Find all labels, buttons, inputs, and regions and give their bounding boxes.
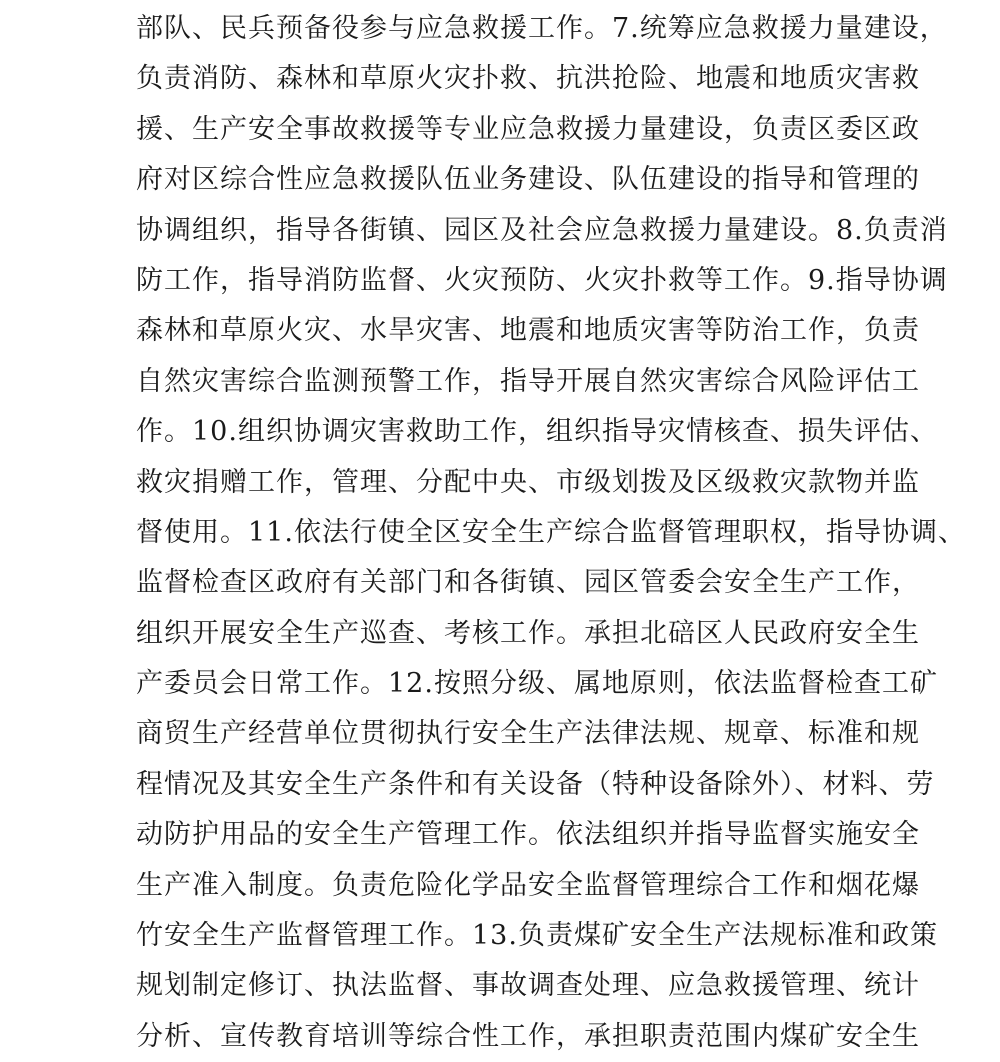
text-line: 森林和草原火灾、水旱灾害、地震和地质灾害等防治工作，负责 [136, 315, 920, 347]
text-line: 程情况及其安全生产条件和有关设备（特种设备除外）、材料、劳 [136, 768, 935, 800]
text-line: 分析、宣传教育培训等综合性工作，承担职责范围内煤矿安全生 [136, 1020, 920, 1052]
text-line: 组织开展安全生产巡查、考核工作。承担北碚区人民政府安全生 [136, 617, 920, 649]
text-line: 监督检查区政府有关部门和各街镇、园区管委会安全生产工作， [136, 567, 920, 599]
body-text [136, 4, 966, 1062]
text-line: 规划制定修订、执法监督、事故调查处理、应急救援管理、统计 [136, 970, 920, 1002]
text-line: 商贸生产经营单位贯彻执行安全生产法律法规、规章、标准和规 [136, 718, 920, 750]
text-line: 协调组织，指导各街镇、园区及社会应急救援力量建设。8.负责消 [136, 214, 948, 246]
text-line: 生产准入制度。负责危险化学品安全监督管理综合工作和烟花爆 [136, 869, 920, 901]
text-line: 救灾捐赠工作，管理、分配中央、市级划拨及区级救灾款物并监 [136, 466, 920, 498]
text-line: 防工作，指导消防监督、火灾预防、火灾扑救等工作。9.指导协调 [136, 264, 948, 296]
text-line: 产委员会日常工作。12.按照分级、属地原则，依法监督检查工矿 [136, 668, 938, 700]
text-line: 动防护用品的安全生产管理工作。依法组织并指导监督实施安全 [136, 819, 920, 851]
text-line: 援、生产安全事故救援等专业应急救援力量建设，负责区委区政 [136, 113, 920, 145]
text-line: 竹安全生产监督管理工作。13.负责煤矿安全生产法规标准和政策 [136, 920, 938, 952]
text-line: 府对区综合性应急救援队伍业务建设、队伍建设的指导和管理的 [136, 164, 920, 196]
text-line: 负责消防、森林和草原火灾扑救、抗洪抢险、地震和地质灾害救 [136, 63, 920, 95]
text-line: 作。10.组织协调灾害救助工作，组织指导灾情核查、损失评估、 [136, 416, 938, 448]
text-line: 督使用。11.依法行使全区安全生产综合监督管理职权，指导协调、 [136, 516, 966, 548]
text-line: 部队、民兵预备役参与应急救援工作。7.统筹应急救援力量建设， [136, 13, 948, 44]
text-line: 自然灾害综合监测预警工作，指导开展自然灾害综合风险评估工 [136, 365, 920, 397]
